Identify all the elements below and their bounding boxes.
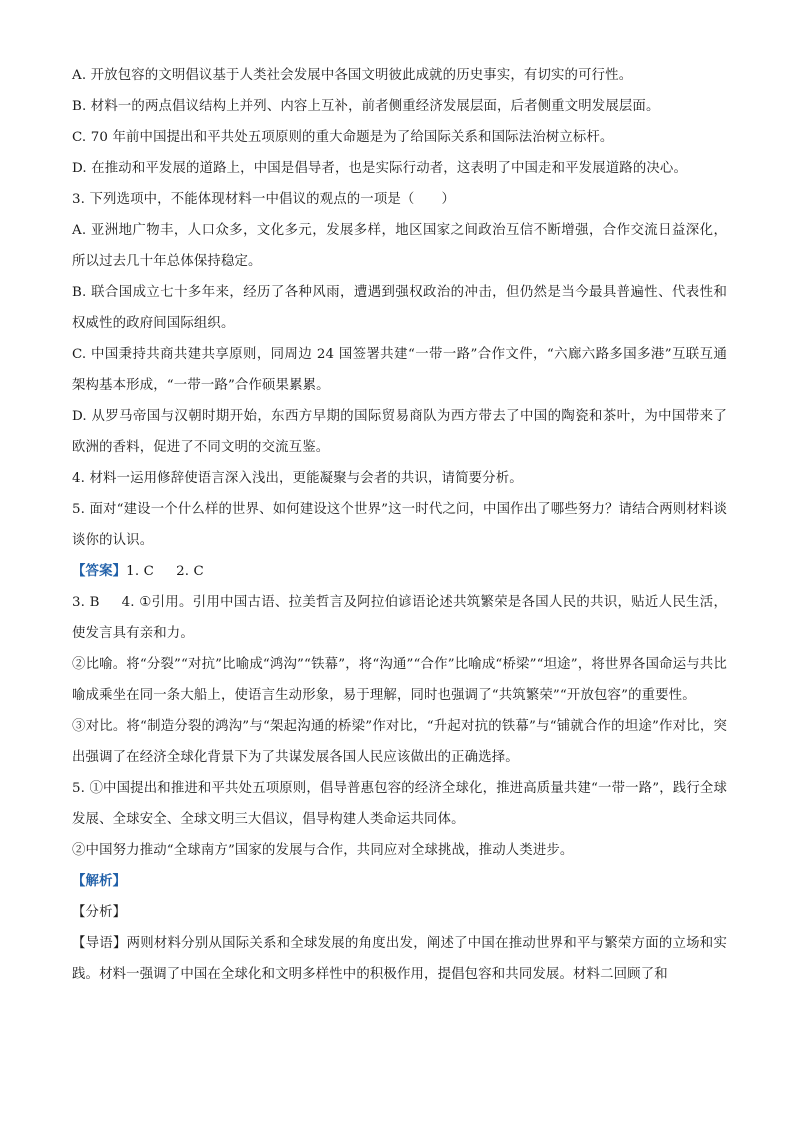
- answer-header-line: [72, 556, 727, 587]
- question-3-option-c: C. 中国秉持共商共建共享原则，同周边 24 国签署共建“一带一路”合作文件，“六廊六路多国多港”互联互通架构基本形成，“一带一路”合作硕果累累。: [72, 347, 727, 393]
- analysis-label-line: [72, 866, 727, 897]
- option-d-line: D. 在推动和平发展的道路上，中国是倡导者，也是实际行动者，这表明了中国走和平发展道路的决心。: [72, 161, 688, 176]
- question-3-option-b: B. 联合国成立七十多年来，经历了各种风雨，遭遇到强权政治的冲击，但仍然是当今最具普遍性、代表性和权威性的政府间国际组织。: [72, 285, 727, 331]
- question-4: 4. 材料一运用修辞使语言深入浅出，更能凝聚与会者的共识，请简要分析。: [72, 471, 523, 486]
- answer-2: 2. C: [176, 564, 204, 579]
- answer-5-part-1: 5. ①中国提出和推进和平共处五项原则，倡导普惠包容的经济全球化，推进高质量共建“一带一路”，践行全球发展、全球安全、全球文明三大倡议，倡导构建人类命运共同体。: [72, 781, 727, 827]
- guide-text: 两则材料分别从国际关系和全球发展的角度出发，阐述了中国在推动世界和平与繁荣方面的立场和实践。材料一强调了中国在全球化和文明多样性中的积极作用，提倡包容和共同发展。材料二回顾了和: [72, 936, 727, 982]
- answer-4-part-3: ③对比。将“制造分裂的鸿沟”与“架起沟通的桥梁”作对比，“升起对抗的铁幕”与“铺就合作的坦途”作对比，突出强调了在经济全球化背景下为了共谋发展各国人民应该做出的正确选择。: [72, 719, 727, 765]
- answer-3: 3. B: [72, 595, 100, 610]
- answer-4-part-1: 4. ①引用。引用中国古语、拉美哲言及阿拉伯谚语论述共筑繁荣是各国人民的共识，贴近人民生活，使发言具有亲和力。: [72, 595, 727, 641]
- question-3: 3. 下列选项中，不能体现材料一中倡议的观点的一项是（ ）: [72, 192, 456, 207]
- option-b-line: B. 材料一的两点倡议结构上并列、内容上互补，前者侧重经济发展层面，后者侧重文明发展层面。: [72, 99, 660, 114]
- answer-5-part-2: ②中国努力推动“全球南方”国家的发展与合作，共同应对全球挑战，推动人类进步。: [72, 843, 574, 858]
- question-3-option-d: D. 从罗马帝国与汉朝时期开始，东西方早期的国际贸易商队为西方带去了中国的陶瓷和茶叶，为中国带来了欧洲的香料，促进了不同文明的交流互鉴。: [72, 409, 727, 455]
- question-3-option-a: A. 亚洲地广物丰，人口众多，文化多元，发展多样，地区国家之间政治互信不断增强，合作交流日益深化，所以过去几十年总体保持稳定。: [72, 223, 727, 269]
- question-5: 5. 面对“建设一个什么样的世界、如何建设这个世界”这一时代之问，中国作出了哪些努力？请结合两则材料谈谈你的认识。: [72, 502, 727, 548]
- answer-4-part-2: ②比喻。将“分裂”“对抗”比喻成“鸿沟”“铁幕”，将“沟通”“合作”比喻成“桥梁”“坦途”，将世界各国命运与共比喻成乘坐在同一条大船上，使语言生动形象，易于理解，同时也强调了“共筑繁荣”“开放包容”的重要性。: [72, 657, 727, 703]
- answer-3-4-line: [72, 587, 727, 649]
- answer-1: 1. C: [126, 564, 155, 579]
- guide-label: 【导语】: [72, 936, 127, 951]
- option-c-line: C. 70 年前中国提出和平共处五项原则的重大命题是为了给国际关系和国际法治树立标杆。: [72, 130, 614, 145]
- analysis-sub-label: 【分析】: [72, 905, 127, 920]
- answer-label: 【答案】: [72, 563, 127, 579]
- analysis-label: 【解析】: [72, 873, 127, 889]
- guide-paragraph: [72, 928, 727, 990]
- option-a-line: A. 开放包容的文明倡议基于人类社会发展中各国文明彼此成就的历史事实，有切实的可行性。: [72, 68, 633, 83]
- document-page: [72, 60, 727, 990]
